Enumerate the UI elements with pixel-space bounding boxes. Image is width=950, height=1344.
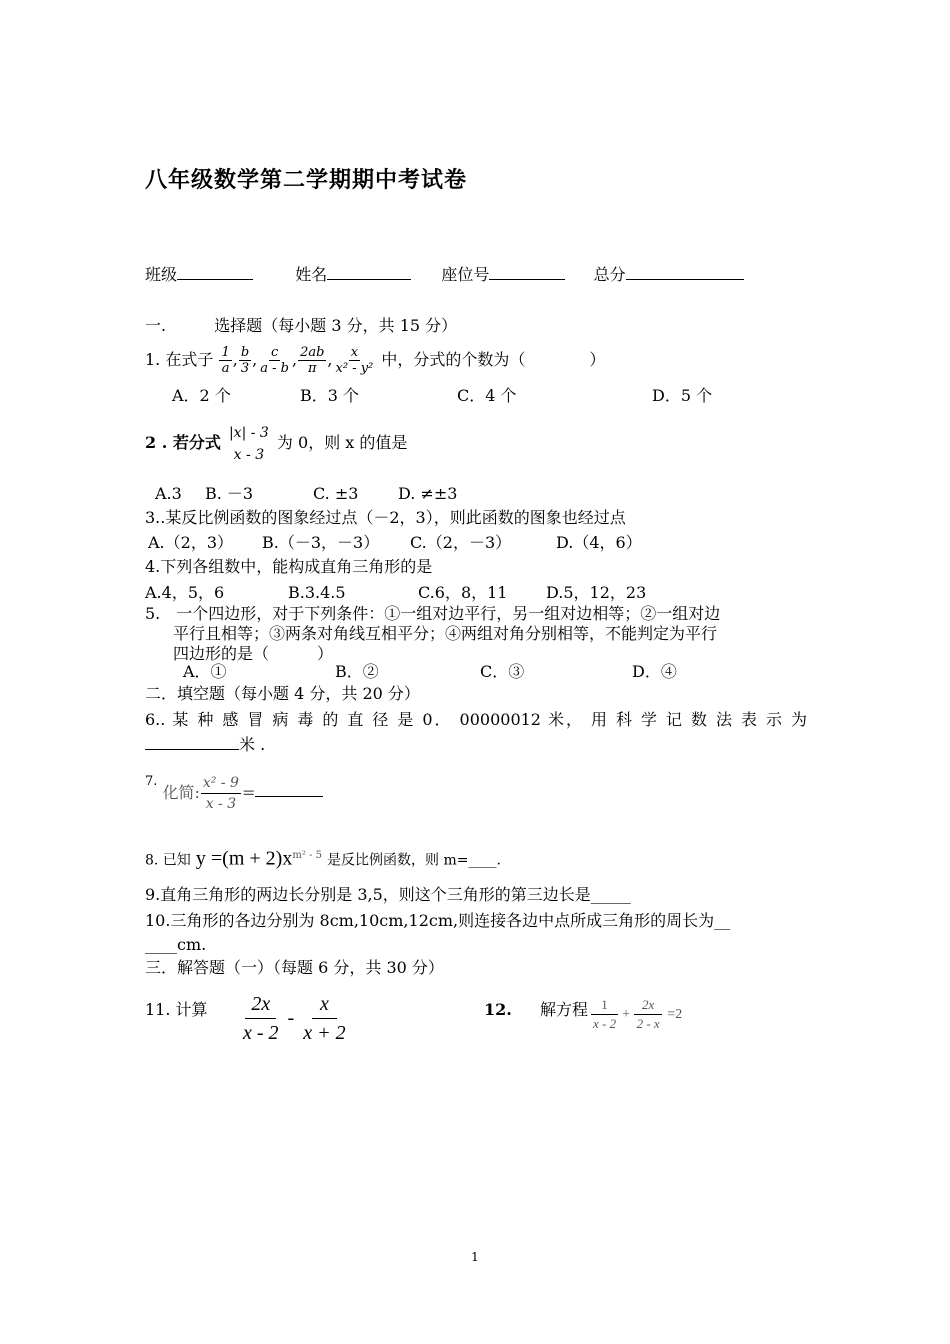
- q6-unit: 米 .: [239, 735, 266, 754]
- q12-label: 12.: [484, 1000, 512, 1019]
- q8-exponent: m² - 5: [292, 850, 322, 861]
- question-1: 1. 在式子 $\frac{1}{a}$ , $\frac{b}{3}$ , $\frac{c}{a - b}$ , $\frac{2ab}{\pi}$ , $\frac{x}{\text{x² - y²}}$ 中，分式的个数为（ ）: [145, 345, 606, 376]
- section-1-heading: [145, 316, 457, 336]
- name-blank: [327, 265, 411, 280]
- question-10-line-1: 10.三角形的各边分别为 8cm,10cm,12cm,则连接各边中点所成三角形的周长为__: [145, 911, 731, 930]
- q6-answer-blank: [145, 735, 239, 750]
- page-number: 1: [471, 1250, 479, 1264]
- question-2: [145, 420, 407, 466]
- q11-fraction-1: $\frac{2x}{x - 2}$: [241, 990, 281, 1047]
- q3-option-a: A.（2，3）: [148, 533, 234, 552]
- q7-label: 7.: [145, 774, 158, 789]
- q5-line-1: 5. 一个四边形，对于下列条件：①一组对边平行，另一组对边相等；②一组对边: [145, 604, 721, 623]
- q1-fraction-3: $\frac{c}{a - b}$: [260, 345, 289, 376]
- seat-label: 座位号: [441, 265, 490, 284]
- q2-option-d: D. ≠±3: [398, 484, 458, 503]
- q7-answer-blank: [255, 770, 323, 797]
- q4-option-c: C.6，8，11: [418, 583, 508, 602]
- q3-option-c: C.（2，－3）: [410, 533, 512, 552]
- class-blank: [177, 265, 253, 280]
- q1-suffix: 中，分式的个数为（ ）: [381, 350, 606, 369]
- q7-simplify-label: 化简:: [162, 783, 200, 802]
- score-blank: [626, 265, 744, 280]
- q8-suffix: 是反比例函数，则 m=____.: [327, 852, 501, 869]
- question-4: 4.下列各组数中，能构成直角三角形的是: [145, 557, 433, 576]
- q2-suffix: 为 0，则 x 的值是: [276, 433, 408, 452]
- q7-equals: =: [241, 783, 256, 802]
- question-5: [145, 604, 810, 664]
- q7-fraction: $\frac{\text{x² - 9}}{x - 3}$: [202, 775, 239, 812]
- question-10-line-2: ____cm.: [145, 935, 207, 954]
- q4-option-b: B.3.4.5: [288, 583, 346, 602]
- q1-prefix: 1. 在式子: [145, 350, 214, 369]
- q12-fraction-1: $\frac{1}{x - 2}$: [593, 997, 617, 1031]
- q4-option-d: D.5，12，23: [546, 583, 647, 602]
- q5-option-c: C．③: [480, 662, 525, 681]
- question-3: 3..某反比例函数的图象经过点（－2，3），则此函数的图象也经过点: [145, 508, 626, 527]
- q12-operator: +: [622, 1006, 631, 1022]
- q2-fraction: |x| - 3 x - 3: [228, 424, 269, 463]
- q4-option-a: A.4，5，6: [145, 583, 225, 602]
- question-11-label: 11. 计算: [145, 1000, 208, 1019]
- name-label: 姓名: [295, 265, 328, 284]
- page-title: 八年级数学第二学期期中考试卷: [145, 168, 468, 193]
- q12-fraction-2: $\frac{2x}{2 - x}$: [634, 996, 662, 1033]
- q5-option-a: A．①: [183, 662, 227, 681]
- q1-option-a: A．2 个: [172, 386, 231, 405]
- q1-option-d: D．5 个: [652, 386, 713, 405]
- q11-operator: -: [287, 1007, 295, 1029]
- question-9: 9.直角三角形的两边长分别是 3,5，则这个三角形的第三边长是_____: [145, 885, 631, 904]
- q8-prefix: 8. 已知: [145, 852, 191, 869]
- question-6-line-2: [145, 735, 265, 755]
- q2-option-a: A.3: [155, 484, 182, 503]
- q5-line-3: 四边形的是（ ）: [173, 644, 334, 663]
- question-8: [145, 840, 501, 876]
- question-12: [484, 1000, 588, 1020]
- student-info-line: [145, 265, 744, 285]
- section-1-number: 一.: [145, 316, 167, 335]
- class-label: 班级: [145, 265, 178, 284]
- section-1-title: 选择题（每小题 3 分，共 15 分）: [214, 316, 458, 335]
- section-3-heading: 三．解答题（一）（每题 6 分，共 30 分）: [145, 958, 444, 977]
- question-12-expression: [590, 996, 682, 1033]
- question-6-line-1: 6.. 某 种 感 冒 病 毒 的 直 径 是 0． 00000012 米， 用 科 学 记 数 法 表 示 为: [145, 710, 807, 729]
- q1-fraction-1: $\frac{1}{a}$: [221, 345, 230, 376]
- q1-fraction-2: $\frac{b}{3}$: [240, 345, 250, 376]
- q2-option-b: B. －3: [205, 484, 254, 503]
- q3-option-b: B.（－3，－3）: [262, 533, 380, 552]
- q5-option-d: D．④: [632, 662, 677, 681]
- q1-fraction-5: $\frac{x}{\text{x² - y²}}$: [335, 345, 374, 376]
- q1-option-b: B．3 个: [300, 386, 360, 405]
- question-7: [145, 770, 323, 816]
- section-2-heading: 二．填空题（每小题 4 分，共 20 分）: [145, 684, 420, 703]
- question-11-expression: [240, 990, 349, 1047]
- q3-option-d: D.（4，6）: [556, 533, 642, 552]
- q2-option-c: C. ±3: [313, 484, 359, 503]
- q12-text: 解方程: [540, 1000, 589, 1019]
- q11-fraction-2: $\frac{x}{x + 2}$: [301, 990, 347, 1047]
- q2-prefix: 2 . 若分式: [145, 433, 221, 452]
- q5-line-2: 平行且相等；③两条对角线互相平分；④两组对角分别相等，不能判定为平行: [173, 624, 718, 643]
- q5-option-b: B．②: [335, 662, 379, 681]
- score-label: 总分: [593, 265, 626, 284]
- seat-blank: [489, 265, 565, 280]
- q1-fraction-4: $\frac{2ab}{\pi}$: [300, 345, 325, 376]
- q1-option-c: C．4 个: [457, 386, 517, 405]
- q12-equals: =2: [667, 1006, 683, 1022]
- q8-formula: y =(m + 2)x: [195, 847, 293, 870]
